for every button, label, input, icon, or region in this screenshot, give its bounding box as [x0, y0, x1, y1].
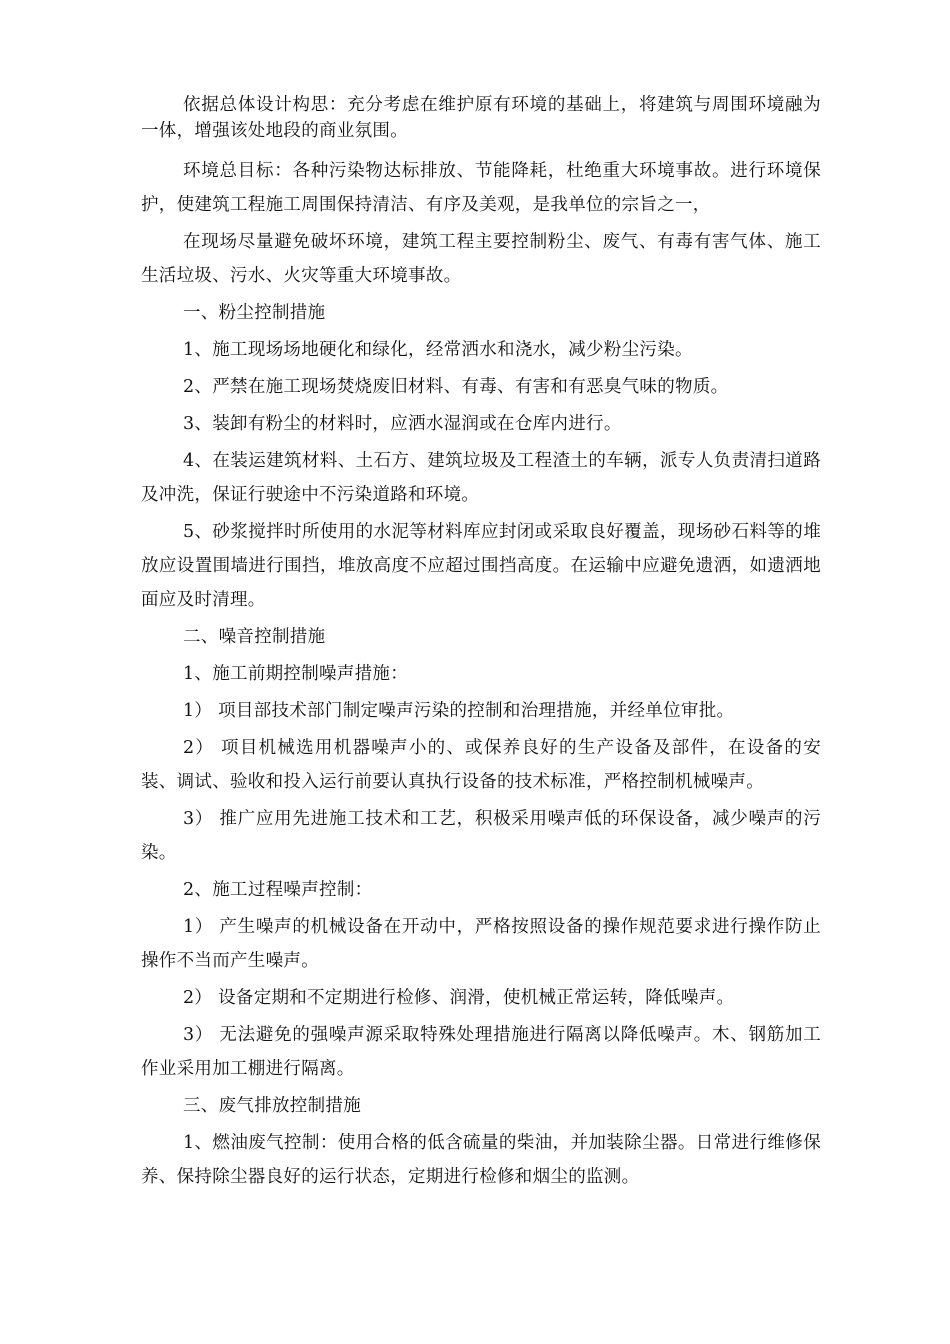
list-item: 2） 设备定期和不定期进行检修、润滑，使机械正常运转，降低噪声。: [183, 988, 735, 1008]
list-item: 4、在装运建筑材料、土石方、建筑垃圾及工程渣土的车辆，派专人负责清扫道路及冲洗，保证行驶途中不污染道路和环境。: [141, 451, 821, 505]
list-item: 2） 项目机械选用机器噪声小的、或保养良好的生产设备及部件，在设备的安装、调试、验收和投入运行前要认真执行设备的技术标准，严格控制机械噪声。: [141, 738, 821, 792]
list-item: 1、燃油废气控制：使用合格的低含硫量的柴油，并加装除尘器。日常进行维修保养、保持除尘器良好的运行状态，定期进行检修和烟尘的监测。: [141, 1133, 821, 1187]
list-item: 1） 产生噪声的机械设备在开动中，严格按照设备的操作规范要求进行操作防止操作不当而产生噪声。: [141, 917, 821, 971]
subsection-heading-construction-noise: 2、施工过程噪声控制：: [183, 880, 373, 900]
section-heading-noise-control: 二、噪音控制措施: [183, 627, 326, 647]
section-heading-dust-control: 一、粉尘控制措施: [183, 303, 326, 323]
section-heading-exhaust-control: 三、废气排放控制措施: [183, 1096, 361, 1116]
list-item: 1） 项目部技术部门制定噪声污染的控制和治理措施，并经单位审批。: [183, 701, 735, 721]
paragraph-design-concept: 依据总体设计构思：充分考虑在维护原有环境的基础上，将建筑与周围环境融为一体，增强该处地段的商业氛围。: [141, 95, 821, 141]
list-item: 3） 无法避免的强噪声源采取特殊处理措施进行隔离以降低噪声。木、钢筋加工作业采用加工棚进行隔离。: [141, 1025, 821, 1079]
list-item: 3） 推广应用先进施工技术和工艺，积极采用噪声低的环保设备，减少噪声的污染。: [141, 809, 821, 863]
list-item: 1、施工现场场地硬化和绿化，经常洒水和浇水，减少粉尘污染。: [183, 340, 693, 360]
list-item: 2、严禁在施工现场焚烧废旧材料、有毒、有害和有恶臭气味的物质。: [183, 377, 729, 397]
subsection-heading-pre-construction-noise: 1、施工前期控制噪声措施：: [183, 664, 409, 684]
list-item: 5、砂浆搅拌时所使用的水泥等材料库应封闭或采取良好覆盖，现场砂石料等的堆放应设置围墙进行围挡，堆放高度不应超过围挡高度。在运输中应避免遗洒，如遗洒地面应及时清理。: [141, 522, 821, 610]
list-item: 3、装卸有粉尘的材料时，应洒水湿润或在仓库内进行。: [183, 414, 622, 434]
paragraph-environment-goal: 环境总目标：各种污染物达标排放、节能降耗，杜绝重大环境事故。进行环境保护，使建筑工程施工周围保持清洁、有序及美观，是我单位的宗旨之一，: [141, 161, 821, 215]
document-body: [141, 92, 821, 1197]
paragraph-site-protection: 在现场尽量避免破坏环境，建筑工程主要控制粉尘、废气、有毒有害气体、施工生活垃圾、污水、火灾等重大环境事故。: [141, 232, 821, 286]
